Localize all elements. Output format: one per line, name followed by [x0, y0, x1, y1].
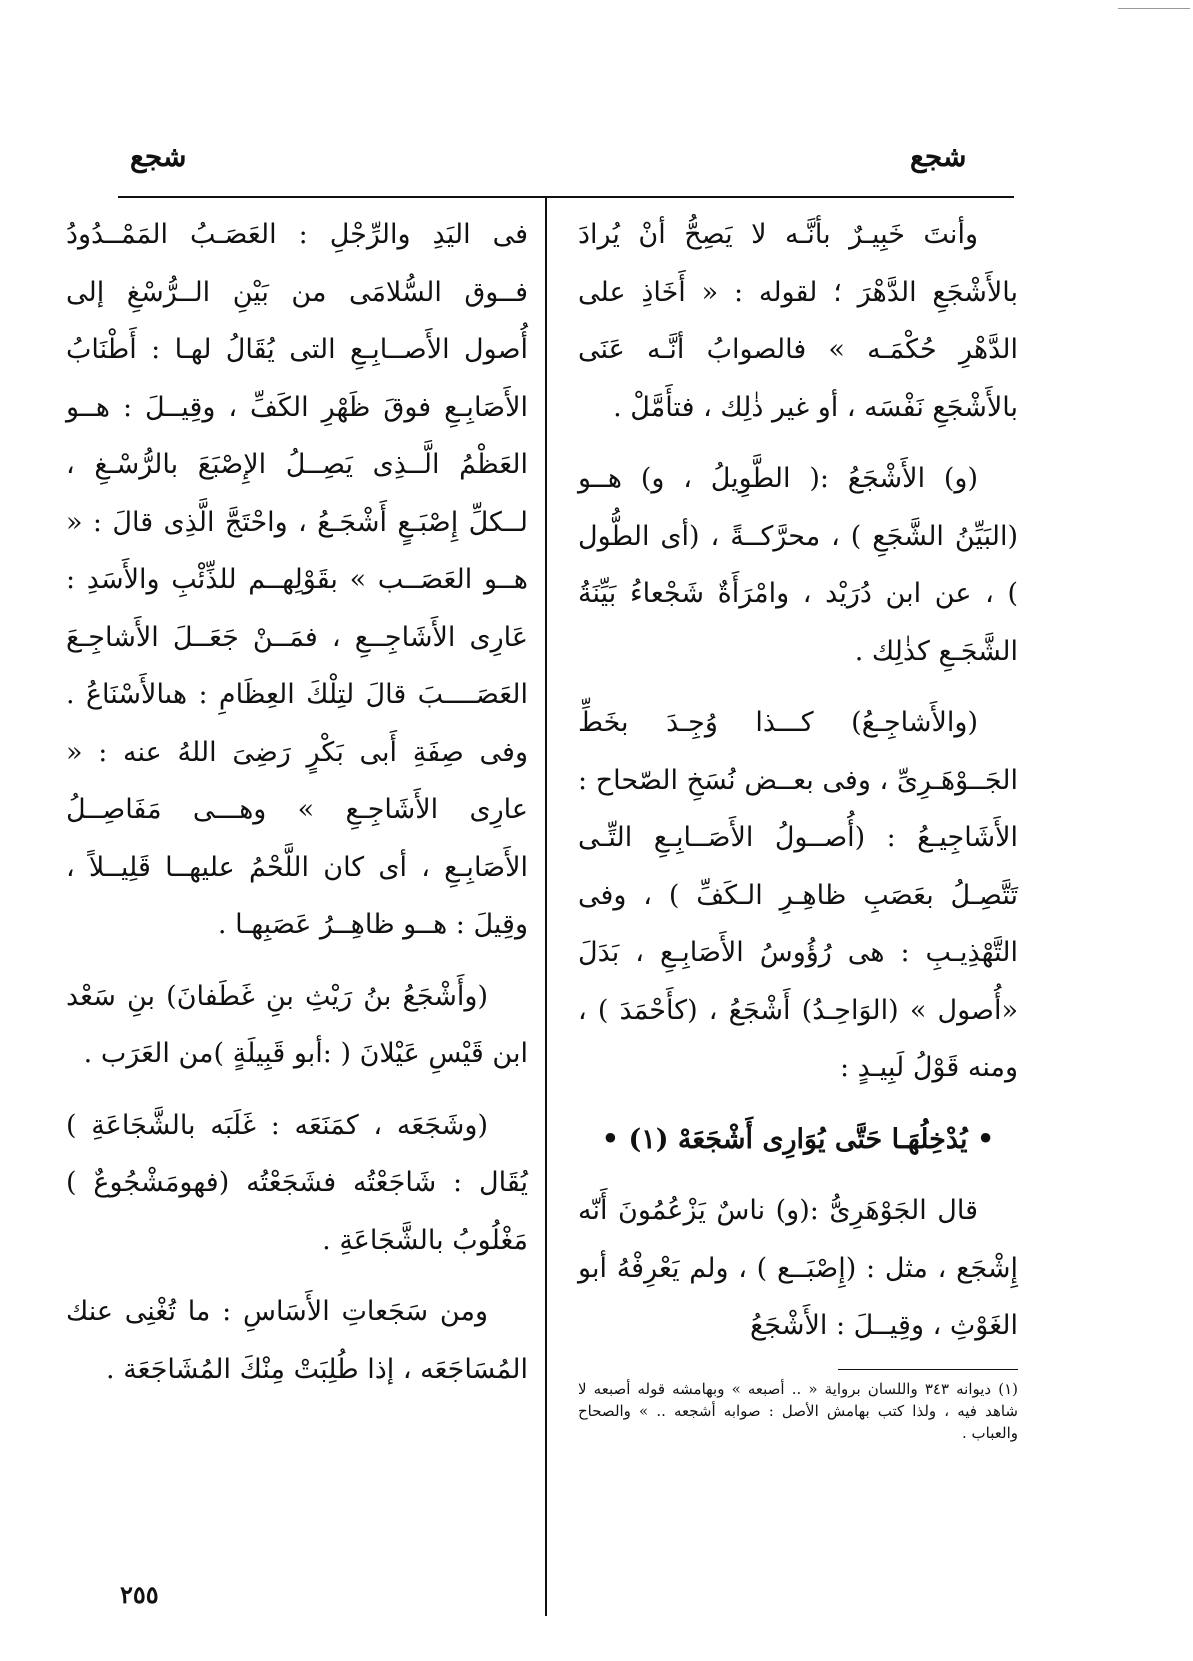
- paragraph: وأنتَ خَبِيـرٌ بأنَّـه لا يَصِحُّ أنْ يُرادَ بالأَشْجَعِ الدَّهْرَ ؛ لقوله : « أَخَاذِ على الدَّهْرِ حُكْمَـه » فالصوابُ أنَّـه عَنَى بالأَشْجَعِ نَفْسَه ، أو غير ذٰلِك ، فتأَمَّلْ .: [578, 219, 1018, 423]
- header-word-right: شجع: [910, 140, 967, 173]
- page-number: ٢٥٥: [120, 1580, 159, 1609]
- paragraph: (و) الأَشْجَعُ :( الطَّوِيلُ ، و) هــو (البَيِّنُ الشَّجَعِ ) ، محرَّكــةً ، (أى الطُّول ) ، عن ابن دُرَيْد ، وامْرَأَةٌ شَجْعاءُ بَيِّنَةُ الشَّجَـعِ كذٰلِك .: [578, 463, 1018, 667]
- verse-line: • يُدْخِلُهَـا حَتَّى يُوَارِى أَشْجَعَهْ (١) •: [601, 1123, 995, 1155]
- paragraph: (وشَجَعَه ، كمَنَعَه : غَلَبَه بالشَّجَاعَةِ ) يُقَال : شَاجَعْتُه فشَجَعْتُه (فهومَشْجُوعٌ ) مَغْلُوبُ بالشَّجَاعَةِ .: [66, 1109, 528, 1256]
- paragraph: فى اليَدِ والرِّجْلِ : العَصَـبُ المَمْــدُودُ فــوق السُّلامَى من بَيْنِ الــرُّسْغِ إلى أُصول الأَصــابِـعِ التى يُقَالُ لهـا : أَطْنَابُ الأَصَابِـعِ فوقَ ظَهْرِ الكَفِّ ، وقِيــلَ : هــو العَظْمُ الَّــذِى يَصِــلُ الإِصْبَعَ بالرُّسْـغِ ، لــكلِّ إِصْبَـعٍ أَشْجَـعُ ، واحْتَجَّ الَّذِى قالَ : « هــو العَصَــب » بقَوْلِهــم للذِّئْبِ والأَسَدِ : عَارِى الأَشَاجِــعِ ، فمَــنْ جَعَــلَ الأَشاجِـعَ العَصَــــبَ قالَ لتِلْكَ العِظَامِ : هىالأَسْنَاعُ . وفى صِفَةِ أَبى بَكْرٍ رَضِىَ اللهُ عنه : « عارِى الأَشَاجِـعِ » وهـــى مَفَاصِــلُ الأَصَابِـعِ ، أى كان اللَّحْمُ عليهــا قَلِيــلاً ، وقِيلَ : هــو ظاهِــرُ عَصَبِهـا .: [66, 219, 528, 940]
- right-column: [578, 206, 1018, 1444]
- header-word-left: شجع: [130, 140, 187, 173]
- paragraph: ومن سَجَعاتِ الأَسَاسِ : ما تُغْنِى عنك المُسَاجَعَه ، إذا طُلِبَتْ مِنْكَ المُشَاجَعَة .: [66, 1296, 528, 1385]
- column-divider: [545, 196, 547, 1616]
- paragraph: (وأَشْجَعُ بنُ رَيْثِ بنِ غَطَفانَ) بنِ سَعْد ابن قَيْسِ عَيْلانَ ( :أبو قَبِيلَةٍ )من العَرَب .: [66, 980, 528, 1069]
- paragraph: قال الجَوْهَرِىُّ :(و) ناسٌ يَزْعُمُونَ أَنّه إِشْجَع ، مثل : (إِصْبَــع ) ، ولم يَعْرِفْهُ أبو الغَوْثِ ، وقِيــلَ : الأَشْجَعُ: [578, 1195, 1018, 1341]
- footnote: (١) ديوانه ٣٤٣ واللسان برواية « .. أصبعه » وبهامشه قوله أصبعه لا شاهد فيه ، ولذا كتب بهامش الأصل : صوابه أشجعه .. » والصحاح والعباب .: [578, 1379, 1018, 1442]
- left-column: [66, 206, 528, 1412]
- header-rule: [118, 196, 1014, 198]
- edge-mark: [1118, 8, 1190, 9]
- paragraph: (والأَشاجِـعُ) كـــذا وُجِـدَ بخَطِّ الجَــوْهَـرِىِّ ، وفى بعــض نُسَخِ الصّحاح : الأَشَاجِيـعُ : (أُصــولُ الأَصَــابِـعِ التِّـى تَتَّصِـلُ بعَصَبِ ظاهِـرِ الـكَفِّ ) ، وفى التَّهْذِيـبِ : هى رُؤُوسُ الأَصَابِـعِ ، بَدَلَ «أُصول » (الوَاحِـدُ) أَشْجَعُ ، (كأَحْمَدَ ) ، ومنه قَوْلُ لَبِيـدٍ :: [578, 707, 1018, 1083]
- footnote-rule: [838, 1369, 1018, 1370]
